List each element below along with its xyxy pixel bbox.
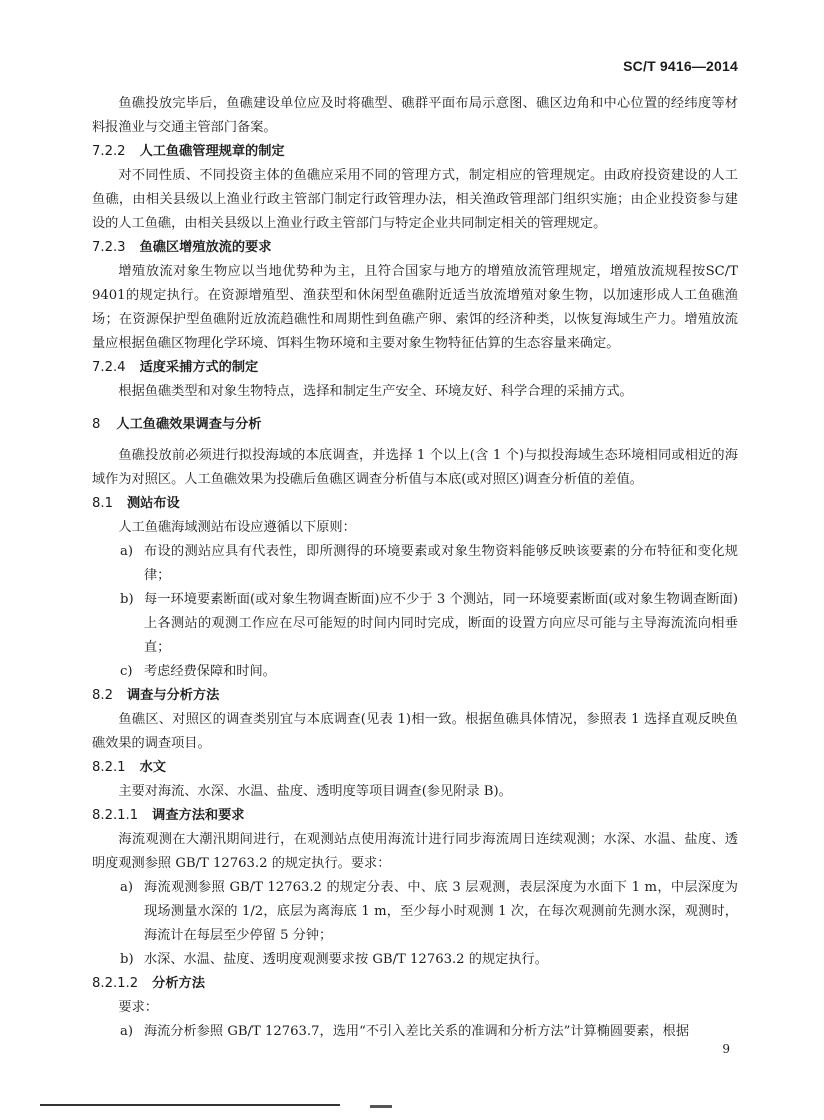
list-text: 布设的测站应具有代表性，即所测得的环境要素或对象生物资料能够反映该要素的分布特征和变化规律； (144, 544, 738, 583)
section-number: 7.2.4 (92, 360, 126, 375)
section-title: 水文 (139, 760, 166, 775)
list-text: 每一环境要素断面(或对象生物调查断面)应不少于 3 个测站，同一环境要素断面(或对象生物调查断面)上各测站的观测工作应在尽可能短的时间内同时完成，断面的设置方向应尽可能与主导海流流向相垂直； (144, 592, 738, 655)
section-title: 分析方法 (152, 976, 205, 991)
list-marker: b) (120, 592, 134, 607)
paragraph-8-2-1-2: 要求： (118, 1000, 158, 1015)
section-number: 8.2.1.2 (92, 976, 139, 991)
paragraph-8-2: 鱼礁区、对照区的调查类别宜与本底调查(见表 1)相一致。根据鱼礁具体情况，参照表 1 选择直观反映鱼礁效果的调查项目。 (92, 712, 738, 751)
section-number: 8.2.1.1 (92, 808, 139, 823)
list-marker: c) (120, 664, 133, 679)
standard-code: SC/T 9416—2014 (623, 58, 738, 74)
list-item (92, 876, 738, 948)
heading-8-2-1 (92, 756, 738, 780)
list-text: 考虑经费保障和时间。 (144, 664, 276, 679)
heading-8 (92, 413, 738, 437)
heading-8-1 (92, 492, 738, 516)
scan-edge-mark (370, 1105, 392, 1108)
section-number: 7.2.3 (92, 240, 126, 255)
section-number: 8.2.1 (92, 760, 126, 775)
page-body (92, 92, 738, 1044)
list-marker: a) (120, 1024, 134, 1039)
list-item (92, 660, 738, 684)
paragraph-intro: 鱼礁投放完毕后，鱼礁建设单位应及时将礁型、礁群平面布局示意图、礁区边角和中心位置的经纬度等材料报渔业与交通主管部门备案。 (92, 96, 738, 135)
section-number: 8.2 (92, 688, 113, 703)
list-marker: b) (120, 952, 134, 967)
page-number: 9 (722, 1042, 730, 1056)
paragraph-8-2-1-1: 海流观测在大潮汛期间进行，在观测站点使用海流计进行同步海流周日连续观测；水深、水温、盐度、透明度观测参照 GB/T 12763.2 的规定执行。要求： (92, 832, 738, 871)
heading-8-2-1-1 (92, 804, 738, 828)
heading-7-2-3 (92, 236, 738, 260)
section-title: 调查方法和要求 (152, 808, 245, 823)
section-title: 适度采捕方式的制定 (139, 360, 259, 375)
list-item (92, 588, 738, 660)
list-item (92, 948, 738, 972)
scan-edge-line (40, 1104, 340, 1106)
heading-8-2-1-2 (92, 972, 738, 996)
section-title: 人工鱼礁管理规章的制定 (139, 144, 285, 159)
list-item (92, 1020, 738, 1044)
paragraph-8: 鱼礁投放前必须进行拟投海域的本底调查，并选择 1 个以上(含 1 个)与拟投海域生态环境相同或相近的海域作为对照区。人工鱼礁效果为投礁后鱼礁区调查分析值与本底(或对照区)调查分析值的差值。 (92, 448, 738, 487)
list-text: 海流分析参照 GB/T 12763.7，选用“不引入差比关系的准调和分析方法”计算椭圆要素，根据 (144, 1024, 690, 1039)
list-item (92, 540, 738, 588)
paragraph-8-1: 人工鱼礁海域测站布设应遵循以下原则： (118, 520, 356, 535)
section-number: 8.1 (92, 496, 113, 511)
section-number: 8 (92, 417, 101, 432)
paragraph-8-2-1: 主要对海流、水深、水温、盐度、透明度等项目调查(参见附录 B)。 (118, 784, 512, 799)
paragraph-7-2-2: 对不同性质、不同投资主体的鱼礁应采用不同的管理方式，制定相应的管理规定。由政府投资建设的人工鱼礁，由相关县级以上渔业行政主管部门制定行政管理办法，相关渔政管理部门组织实施；由企业投资参与建设的人工鱼礁，由相关县级以上渔业行政主管部门与特定企业共同制定相关的管理规定。 (92, 168, 738, 231)
list-text: 海流观测参照 GB/T 12763.2 的规定分表、中、底 3 层观测，表层深度为水面下 1 m，中层深度为现场测量水深的 1/2，底层为离海底 1 m，至少每小时观测 1 次，在每次观测前先测水深，观测时，海流计在每层至少停留 5 分钟； (144, 880, 738, 943)
list-text: 水深、水温、盐度、透明度观测要求按 GB/T 12763.2 的规定执行。 (144, 952, 548, 967)
heading-8-2 (92, 684, 738, 708)
list-marker: a) (120, 880, 134, 895)
section-title: 鱼礁区增殖放流的要求 (139, 240, 272, 255)
section-title: 测站布设 (126, 496, 180, 511)
section-title: 调查与分析方法 (126, 688, 220, 703)
list-marker: a) (120, 544, 134, 559)
heading-7-2-4 (92, 356, 738, 380)
paragraph-7-2-3: 增殖放流对象生物应以当地优势种为主，且符合国家与地方的增殖放流管理规定，增殖放流规程按SC/T 9401的规定执行。在资源增殖型、渔获型和休闲型鱼礁附近适当放流增殖对象生物，以加速形成人工鱼礁渔场；在资源保护型鱼礁附近放流趋礁性和周期性到鱼礁产卵、索饵的经济种类，以恢复海域生产力。增殖放流量应根据鱼礁区物理化学环境、饵料生物环境和主要对象生物特征估算的生态容量来确定。 (92, 264, 738, 351)
paragraph-7-2-4: 根据鱼礁类型和对象生物特点，选择和制定生产安全、环境友好、科学合理的采捕方式。 (118, 384, 633, 399)
heading-7-2-2 (92, 140, 738, 164)
section-title: 人工鱼礁效果调查与分析 (116, 417, 262, 432)
section-number: 7.2.2 (92, 144, 126, 159)
